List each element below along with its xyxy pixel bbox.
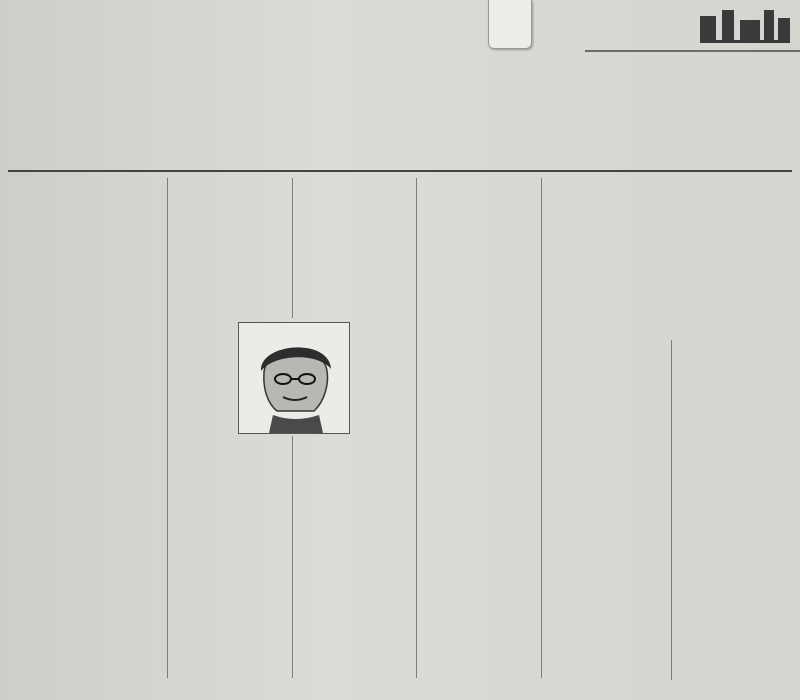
- column-divider: [671, 340, 672, 680]
- headline: [65, 96, 765, 164]
- column-divider: [167, 178, 168, 678]
- column-divider: [541, 178, 542, 678]
- author-photo: [238, 322, 350, 434]
- body-column-3: [420, 178, 538, 678]
- column-label: [195, 44, 475, 72]
- body-column-6: [15, 178, 165, 663]
- column-divider: [292, 178, 293, 318]
- newspaper-logo-icon: [592, 6, 792, 46]
- byline-label: [353, 330, 375, 402]
- body-column-2: [545, 255, 669, 680]
- column-divider: [292, 436, 293, 678]
- body-column-4-bottom: [295, 430, 415, 678]
- author-name: [377, 330, 413, 430]
- newspaper-logo: [585, 6, 800, 52]
- headline-divider: [8, 170, 792, 172]
- clip-tab-icon: [488, 0, 532, 49]
- author-portrait-icon: [239, 323, 349, 433]
- body-column-1: [675, 340, 788, 680]
- body-column-4-top: [295, 178, 415, 318]
